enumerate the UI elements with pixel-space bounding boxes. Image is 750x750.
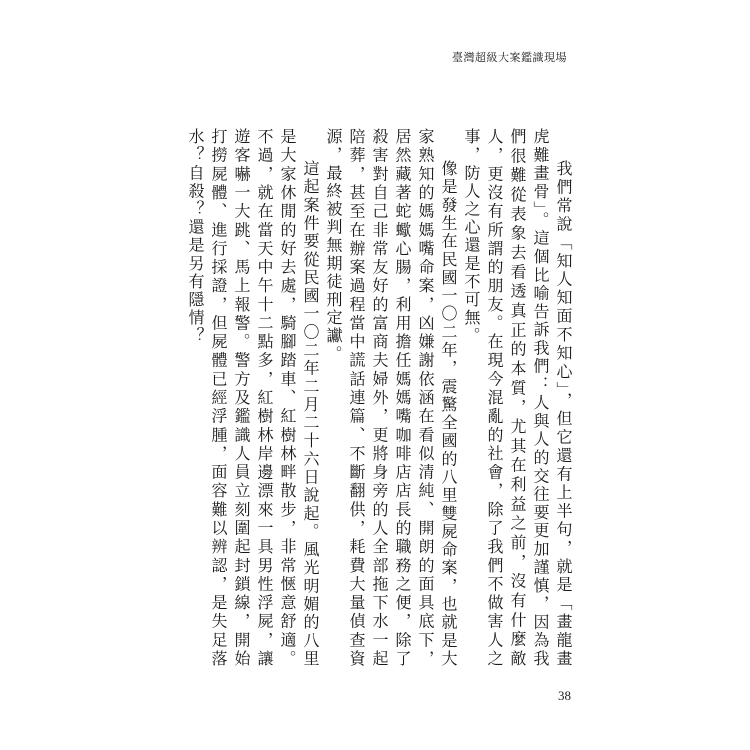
- paragraph-1: 我們常說「知人知面不知心」，但它還有上半句，就是「畫龍畫虎難畫骨」。這個比喻告訴我們：人與人的交往要更加謹慎，因為我們很難從表象去看透真正的本質，尤其在利益之前，沒有什麼敵人，更沒有所謂的朋友。在現今混亂的社會，除了我們不做害人之事，防人之心還是不可無。: [462, 128, 573, 668]
- page-number: 38: [558, 688, 571, 703]
- paragraph-2: 像是發生在民國一〇二年，震驚全國的八里雙屍命案，也就是大家熟知的媽媽嘴命案，凶嫌謝依涵在看似清純、開朗的面具底下，居然藏著蛇蠍心腸，利用擔任媽媽嘴咖啡店店長的職務之便，除了殺害對自己非常友好的富商夫婦外，更將身旁的人全部拖下水一起陪葬，甚至在辦案過程當中謊話連篇、不斷翻供，耗費大量偵查資源，最終被判無期徒刑定讞。: [324, 128, 458, 668]
- body-text: [184, 128, 575, 668]
- paragraph-3: 這起案件要從民國一〇二年二月二十六日說起。風光明媚的八里是大家休閒的好去處，騎腳踏車、紅樹林畔散步，非常愜意舒適。不過，就在當天中午十二點多，紅樹林岸邊漂來一具男性浮屍，讓遊客嚇一大跳、馬上報警。警方及鑑識人員立刻圍起封鎖線，開始打撈屍體、進行採證，但屍體已經浮腫，面容難以辨認，是失足落水？自殺？還是另有隱情？: [186, 128, 320, 668]
- running-header: 臺灣超級大案鑑識現場: [452, 51, 567, 64]
